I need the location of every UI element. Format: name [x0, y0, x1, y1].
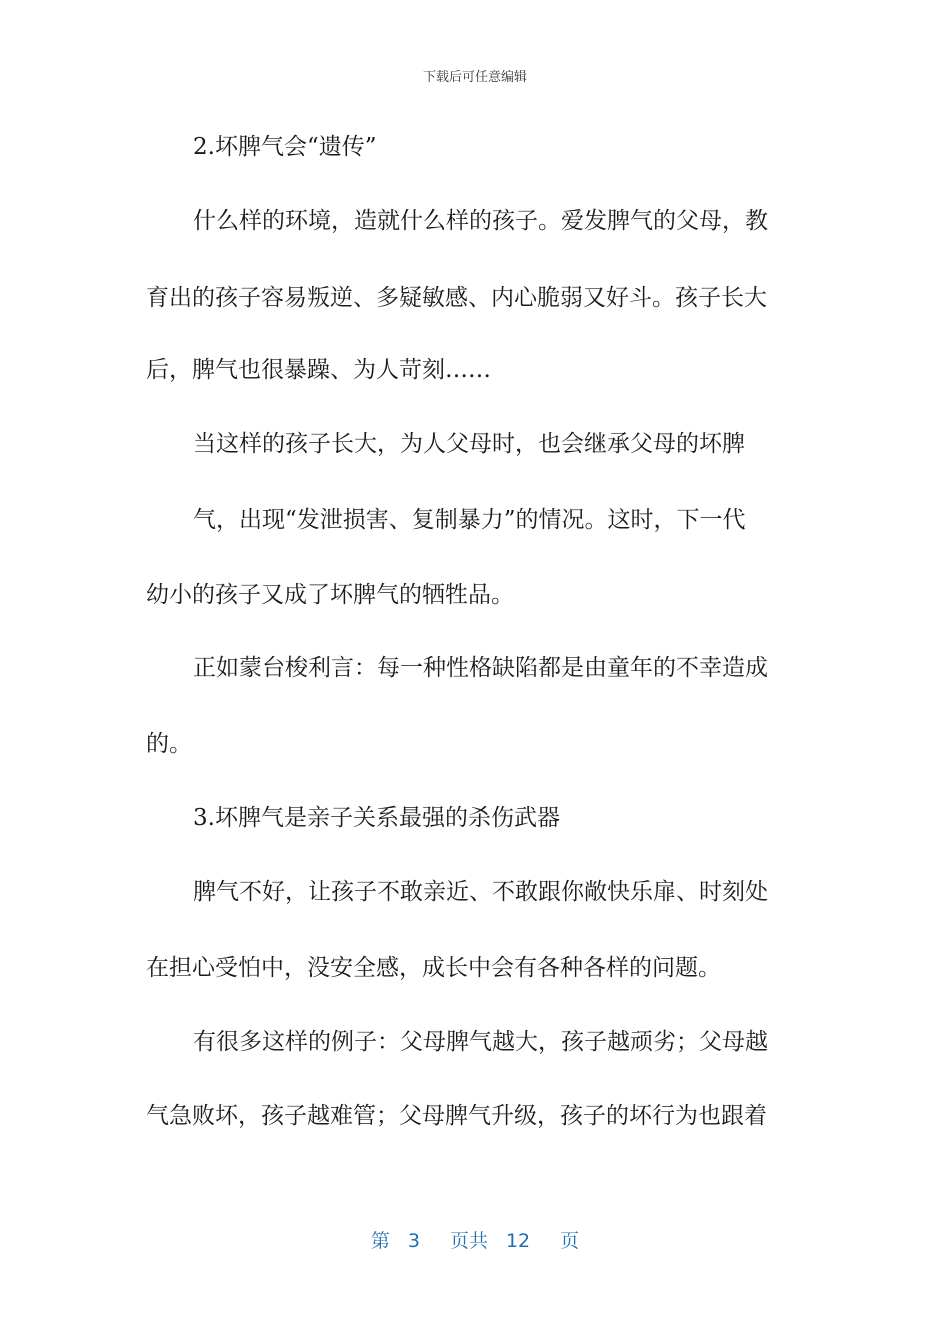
total-pages-number: 12: [505, 1230, 531, 1252]
paragraph-line: 什么样的环境，造就什么样的孩子。爱发脾气的父母，教: [193, 208, 768, 234]
current-page-number: 3: [407, 1230, 420, 1252]
paragraph-line: 当这样的孩子长大，为人父母时，也会继承父母的坏脾: [193, 431, 745, 457]
paragraph-line: 后，脾气也很暴躁、为人苛刻……: [146, 357, 491, 383]
header-note: 下载后可任意编辑: [422, 70, 527, 85]
paragraph-line: 气，出现“发泄损害、复制暴力”的情况。这时，下一代: [193, 507, 746, 533]
page-suffix: 页: [560, 1230, 580, 1252]
paragraph-line: 在担心受怕中，没安全感，成长中会有各种各样的问题。: [146, 955, 721, 981]
paragraph-line: 正如蒙台梭利言：每一种性格缺陷都是由童年的不幸造成: [193, 655, 768, 681]
paragraph-line: 气急败坏，孩子越难管；父母脾气升级，孩子的坏行为也跟着: [146, 1103, 767, 1129]
page-prefix: 第: [370, 1230, 390, 1252]
paragraph-line: 育出的孩子容易叛逆、多疑敏感、内心脆弱又好斗。孩子长大: [146, 285, 767, 311]
paragraph-line: 脾气不好，让孩子不敢亲近、不敢跟你敞快乐扉、时刻处: [193, 879, 768, 905]
paragraph-line: 的。: [146, 731, 192, 757]
page-mid-label: 页共: [449, 1230, 488, 1252]
page-number-footer: [0, 1226, 950, 1253]
paragraph-line: 幼小的孩子又成了坏脾气的牺牲品。: [146, 582, 514, 608]
section-heading: 3.坏脾气是亲子关系最强的杀伤武器: [193, 805, 560, 831]
section-heading: 2.坏脾气会“遗传”: [193, 134, 377, 160]
paragraph-line: 有很多这样的例子：父母脾气越大，孩子越顽劣；父母越: [193, 1029, 768, 1055]
